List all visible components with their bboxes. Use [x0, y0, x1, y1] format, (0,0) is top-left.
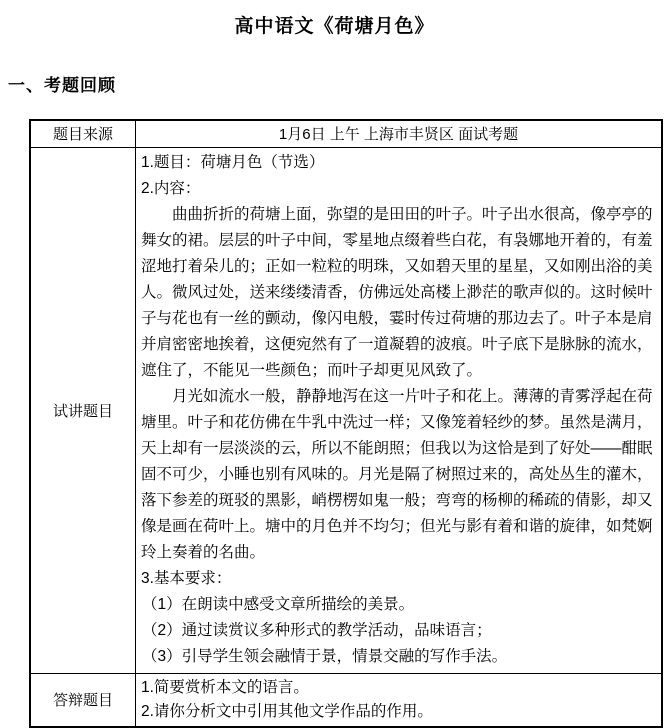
- table-row-source: [30, 120, 662, 147]
- essay-paragraph-1: 曲曲折折的荷塘上面，弥望的是田田的叶子。叶子出水很高，像亭亭的舞女的裙。层层的叶子中间，零星地点缀着些白花，有袅娜地开着的，有羞涩地打着朵儿的；正如一粒粒的明珠，又如碧天里的星星，又如刚出浴的美人。微风过处，送来缕缕清香，仿佛远处高楼上渺茫的歌声似的。这时候叶子与花也有一丝的颤动，像闪电般，霎时传过荷塘的那边去了。叶子本是肩并肩密密地挨着，这便宛然有了一道凝碧的波痕。叶子底下是脉脉的流水，遮住了，不能见一些颜色；而叶子却更见风致了。: [141, 205, 653, 379]
- row-label-source: 题目来源: [30, 120, 136, 147]
- lecture-topic-line: 1.题目：荷塘月色（节选）: [141, 153, 325, 171]
- section-heading-exam-review: 一、考题回顾: [8, 76, 116, 95]
- requirements-label: 3.基本要求：: [141, 569, 232, 587]
- defense-item-1: 1.简要赏析本文的语言。: [141, 678, 309, 696]
- requirement-item-3: （3）引导学生领会融情于景，情景交融的写作手法。: [142, 647, 508, 665]
- table-row-defense: [30, 673, 662, 727]
- requirement-item-2: （2）通过读赏议多种形式的教学活动，品味语言；: [142, 621, 492, 639]
- defense-item-2: 2.请你分析文中引用其他文学作品的作用。: [141, 702, 433, 720]
- requirement-item-1: （1）在朗读中感受文章所描绘的美景。: [142, 595, 415, 613]
- lecture-content-label: 2.内容：: [141, 179, 201, 197]
- lecture-content-cell: [136, 147, 663, 673]
- row-label-lecture: 试讲题目: [30, 147, 136, 673]
- exam-review-table: [29, 119, 663, 728]
- source-value: 1月6日 上午 上海市丰贤区 面试考题: [136, 120, 663, 147]
- row-label-defense: 答辩题目: [30, 673, 136, 727]
- defense-content-cell: [136, 673, 663, 727]
- page-title: 高中语文《荷塘月色》: [234, 16, 435, 37]
- table-row-lecture: [30, 147, 662, 673]
- essay-paragraph-2: 月光如流水一般，静静地泻在这一片叶子和花上。薄薄的青雾浮起在荷塘里。叶子和花仿佛在牛乳中洗过一样；又像笼着轻纱的梦。虽然是满月，天上却有一层淡淡的云，所以不能朗照；但我以为这恰是到了好处——酣眠固不可少，小睡也别有风味的。月光是隔了树照过来的，高处丛生的灌木，落下参差的斑驳的黑影，峭楞楞如鬼一般；弯弯的杨柳的稀疏的倩影，却又像是画在荷叶上。塘中的月色并不均匀；但光与影有着和谐的旋律，如梵婀玲上奏着的名曲。: [141, 387, 653, 561]
